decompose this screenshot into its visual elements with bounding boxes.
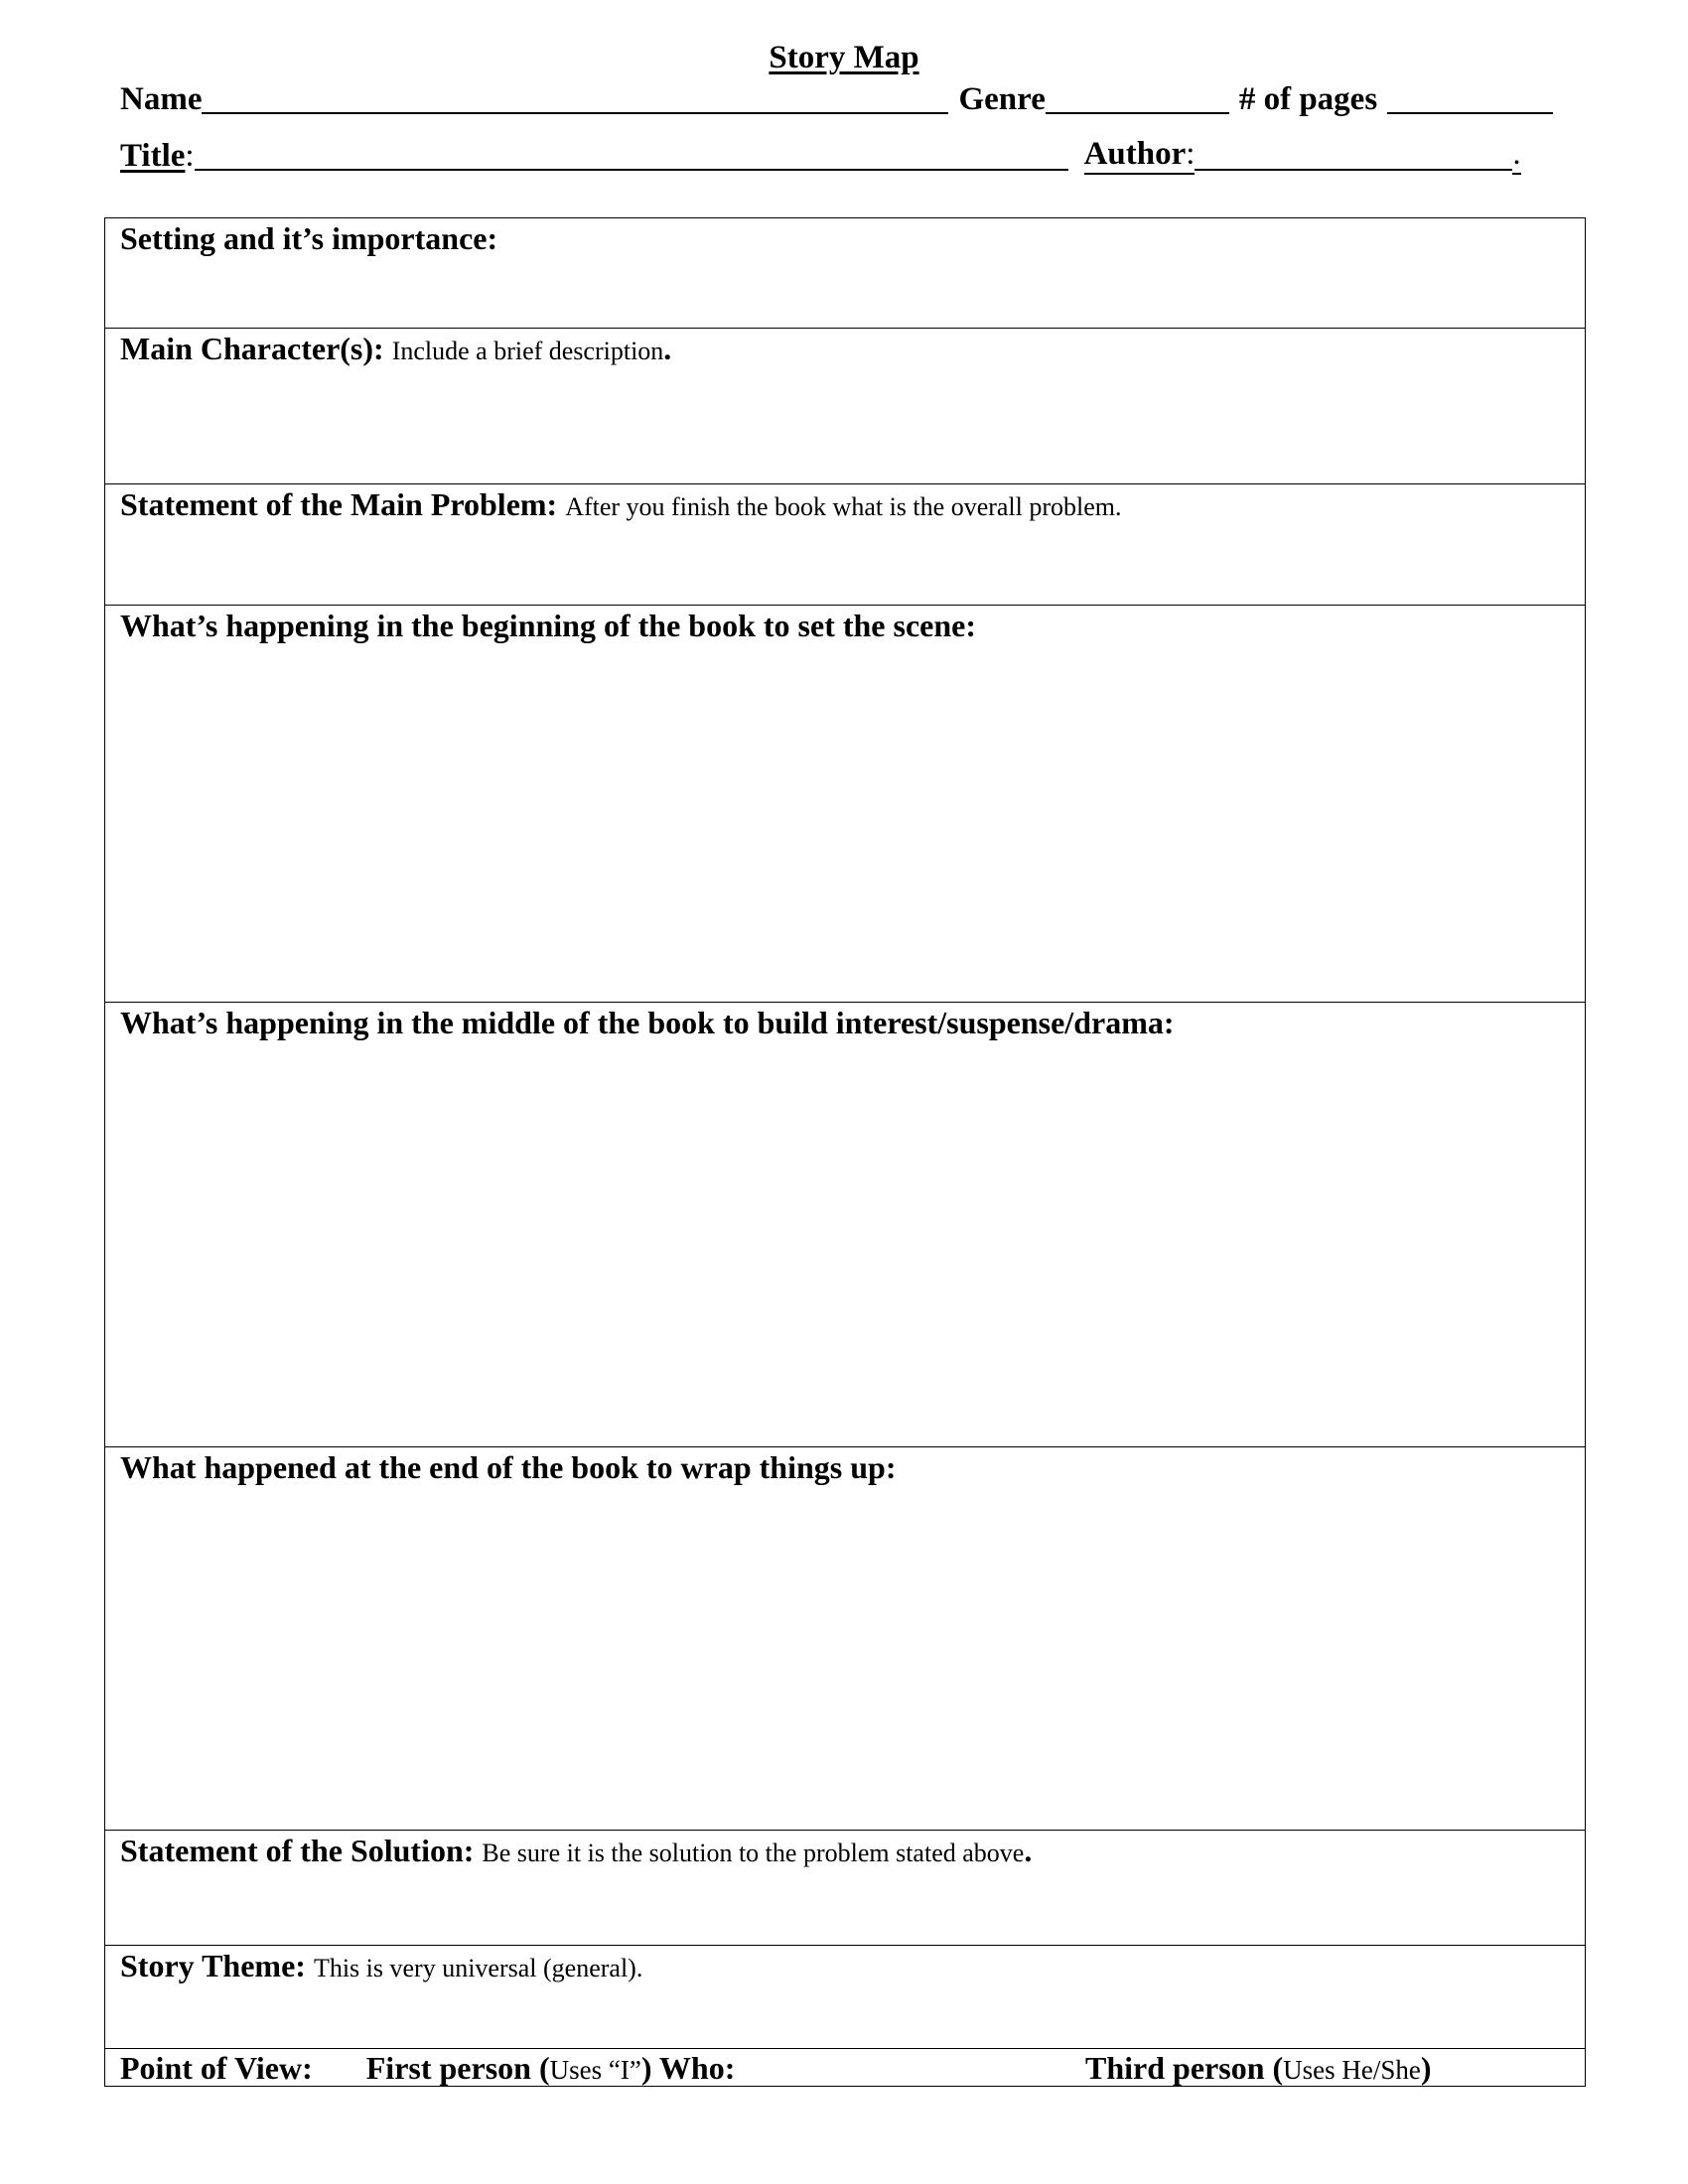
problem-heading-line bbox=[120, 484, 1585, 527]
pov-third-close: ) bbox=[1420, 2050, 1432, 2086]
name-label: Name bbox=[120, 81, 203, 117]
problem-section[interactable] bbox=[105, 484, 1585, 606]
theme-hint: This is very universal (general). bbox=[313, 1954, 643, 1982]
pov-first-person: First person ( bbox=[365, 2050, 550, 2086]
theme-heading-line bbox=[120, 1946, 1585, 1988]
pov-section[interactable] bbox=[105, 2049, 1585, 2086]
problem-hint: After you finish the book what is the overall problem. bbox=[565, 492, 1122, 521]
author-colon: : bbox=[1186, 135, 1195, 175]
author-field[interactable] bbox=[1195, 139, 1512, 171]
title-field[interactable] bbox=[195, 139, 1068, 171]
pov-third-hint: Uses He/She bbox=[1283, 2055, 1421, 2085]
characters-hint-period: . bbox=[663, 331, 672, 366]
pages-field[interactable] bbox=[1387, 82, 1553, 114]
header-row-title bbox=[120, 135, 1521, 175]
theme-section[interactable] bbox=[105, 1946, 1585, 2049]
genre-field[interactable] bbox=[1046, 82, 1229, 114]
pov-third-group bbox=[1085, 2049, 1432, 2089]
characters-heading-line bbox=[120, 329, 1585, 371]
pages-label: # of pages bbox=[1238, 81, 1378, 117]
characters-heading: Main Character(s): bbox=[120, 331, 384, 366]
theme-heading: Story Theme: bbox=[120, 1948, 306, 1983]
setting-section[interactable] bbox=[105, 218, 1585, 329]
title-label: Title bbox=[120, 138, 186, 174]
solution-heading: Statement of the Solution: bbox=[120, 1833, 475, 1868]
pov-line bbox=[120, 2049, 1585, 2089]
solution-hint-period: . bbox=[1024, 1833, 1033, 1868]
setting-heading: Setting and it’s importance: bbox=[120, 220, 498, 256]
solution-section[interactable] bbox=[105, 1831, 1585, 1946]
middle-section[interactable] bbox=[105, 1003, 1585, 1447]
story-map-table bbox=[104, 217, 1586, 2087]
page-title: Story Map bbox=[769, 40, 919, 75]
end-section[interactable] bbox=[105, 1447, 1585, 1831]
genre-label: Genre bbox=[958, 81, 1046, 117]
header-row-name bbox=[120, 78, 1553, 118]
pov-label: Point of View: bbox=[120, 2050, 313, 2086]
author-period: . bbox=[1512, 135, 1520, 175]
pov-first-close: ) Who: bbox=[640, 2050, 736, 2086]
middle-heading: What’s happening in the middle of the book to build interest/suspense/drama: bbox=[120, 1005, 1175, 1040]
pov-first-hint: Uses “I” bbox=[549, 2055, 641, 2085]
beginning-section[interactable] bbox=[105, 606, 1585, 1003]
pov-third-person: Third person ( bbox=[1085, 2050, 1284, 2086]
characters-hint: Include a brief description bbox=[391, 337, 664, 365]
title-colon: : bbox=[185, 138, 195, 174]
problem-heading: Statement of the Main Problem: bbox=[120, 486, 558, 522]
solution-hint: Be sure it is the solution to the problem stated above bbox=[482, 1839, 1025, 1867]
beginning-heading: What’s happening in the beginning of the book to set the scene: bbox=[120, 608, 977, 643]
author-label: Author bbox=[1084, 135, 1187, 175]
end-heading: What happened at the end of the book to wrap things up: bbox=[120, 1449, 897, 1485]
solution-heading-line bbox=[120, 1831, 1585, 1873]
name-field[interactable] bbox=[202, 82, 948, 114]
characters-section[interactable] bbox=[105, 329, 1585, 484]
